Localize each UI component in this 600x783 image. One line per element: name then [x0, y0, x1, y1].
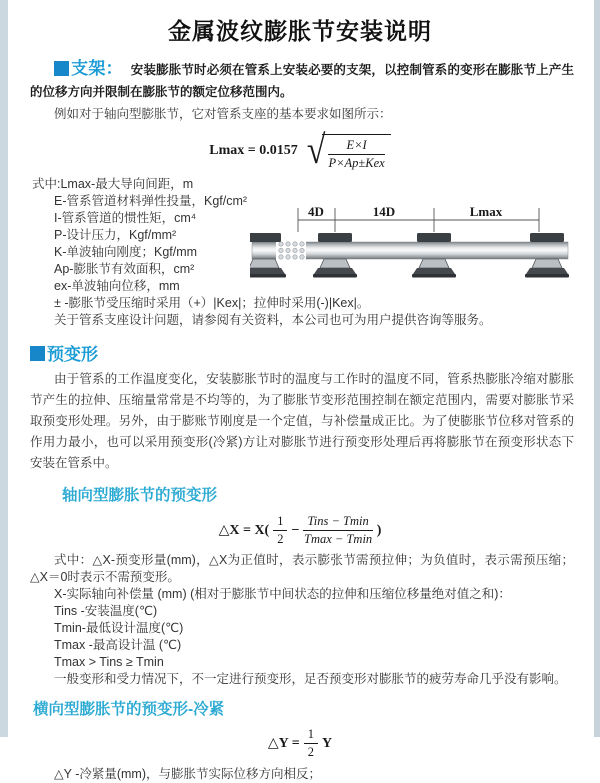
- definition-line: E-管系管道材料弹性投量，Kgf/cm²: [54, 194, 248, 208]
- dim-label-14d: 14D: [372, 204, 396, 219]
- formula-lhs: Lmax = 0.0157: [209, 143, 298, 158]
- formula-lhs: △Y =: [267, 736, 300, 751]
- definition-line: I-管系管道的惯性矩，cm⁴: [54, 211, 197, 225]
- lateral-subheading: 横向型膨胀节的预变形-冷紧: [33, 701, 225, 718]
- definition-line: K-单波轴向刚度；Kgf/mm: [54, 245, 198, 259]
- square-root: [306, 128, 391, 173]
- predeform-section-heading: [30, 340, 600, 365]
- pipe-support-diagram: [250, 202, 585, 302]
- fraction: $\frac{\text{Tins − Tmin}}{Tmax - Tmin}$: [304, 514, 373, 546]
- axial-note-line: Tmin-最低设计温度(℃): [54, 621, 184, 635]
- axial-note-paragraph: 式中：△X-预变形量(mm)，△X为正值时，表示膨张节需预拉伸；为负值时，表示需预压缩；△X＝0时表示不需预变形。: [30, 553, 574, 584]
- axial-subheading: 轴向型膨胀节的预变形: [62, 487, 218, 504]
- closing-paren: ): [376, 522, 382, 538]
- axial-note-line: Tmax > Tins ≥ Tmin: [54, 655, 164, 669]
- blue-square-icon: [54, 61, 69, 76]
- support-intro-paragraph: [30, 58, 574, 103]
- axial-note-line: Tmax -最高设计温 (℃): [54, 638, 182, 652]
- formula-rhs: Y: [321, 735, 333, 751]
- fraction: $\frac{1}{2}$: [273, 514, 287, 547]
- blue-square-icon: [30, 346, 45, 361]
- fraction: $\frac{1}{2}$: [304, 727, 318, 760]
- dim-label-4d: 4D: [308, 204, 324, 219]
- definition-line: P-设计压力，Kgf/mm²: [54, 228, 177, 242]
- definition-line: 关于管系支座设计问题，请参阅有关资料，本公司也可为用户提供咨询等服务。: [54, 313, 492, 327]
- support-intro-text: 安装膨胀节时必须在管系上安装必要的支架，以控制管系的变形在膨胀节上产生的位移方向并限制在膨胀节的额定位移范围内。: [30, 63, 574, 99]
- axial-formula: [0, 514, 600, 547]
- fraction-denominator: P×Ap±Kex: [328, 156, 385, 170]
- support-section-heading: 支架：: [71, 59, 123, 78]
- left-edge-bar: [0, 0, 8, 737]
- axial-note-line: X-实际轴向补偿量 (mm) (相对于膨胀节中间状态的拉伸和压缩位移量绝对值之和)：: [54, 587, 511, 601]
- definition-line: ex-单波轴向位移，mm: [54, 279, 180, 293]
- page-title: 金属波纹膨胀节安装说明: [168, 18, 432, 44]
- formula-definitions: [32, 176, 600, 329]
- sqrt-symbol-icon: √: [306, 128, 326, 173]
- minus-sign: −: [291, 522, 300, 538]
- definition-line: ± -膨胀节受压缩时采用（+）|Kex|；拉伸时采用(-)|Kex|。: [54, 296, 370, 310]
- support-example-line: 例如对于轴向型膨胀节，它对管系支座的基本要求如图所示：: [54, 107, 392, 121]
- right-edge-bar: [594, 0, 600, 737]
- definition-line: 式中:Lmax-最大导向间距，m: [32, 177, 194, 191]
- fraction: [328, 138, 384, 171]
- definition-line: Ap-膨胀节有效面积，cm²: [54, 262, 195, 276]
- dim-label-lmax: Lmax: [469, 204, 503, 219]
- formula-lhs: △X = X(: [218, 523, 270, 538]
- axial-note-line: Tins -安装温度(℃): [54, 604, 158, 618]
- lateral-formula: [0, 727, 600, 760]
- predeform-heading-text: 预变形: [47, 345, 98, 364]
- axial-note-line: 一般变形和受力情况下，不一定进行预变形，足否预变形对膨胀节的疲劳寿命几乎没有影响。: [54, 672, 567, 686]
- lateral-note-line: △Y -冷紧量(mm)，与膨胀节实际位移方向相反；: [54, 767, 322, 781]
- predeform-paragraph: 由于管系的工作温度变化，安装膨胀节时的温度与工作时的温度不同，管系热膨胀冷缩对膨胀节产生的拉伸、压缩量常常是不均等的，为了膨胀节变形范围控制在额定范围内，需要对膨胀节采取预变形处理。另外，由于膨账节刚度是一个定值，与补偿量成正比。为了使膨胀节位移对管系的作用力最小，也可以采用预变形(冷紧)方让对膨胀节进行预变形处理后再将膨胀节在预变形状态下安装在管系中。: [30, 372, 574, 470]
- lmax-formula: [0, 128, 600, 173]
- bellows: [276, 240, 306, 261]
- fraction-numerator: E×I: [328, 138, 384, 155]
